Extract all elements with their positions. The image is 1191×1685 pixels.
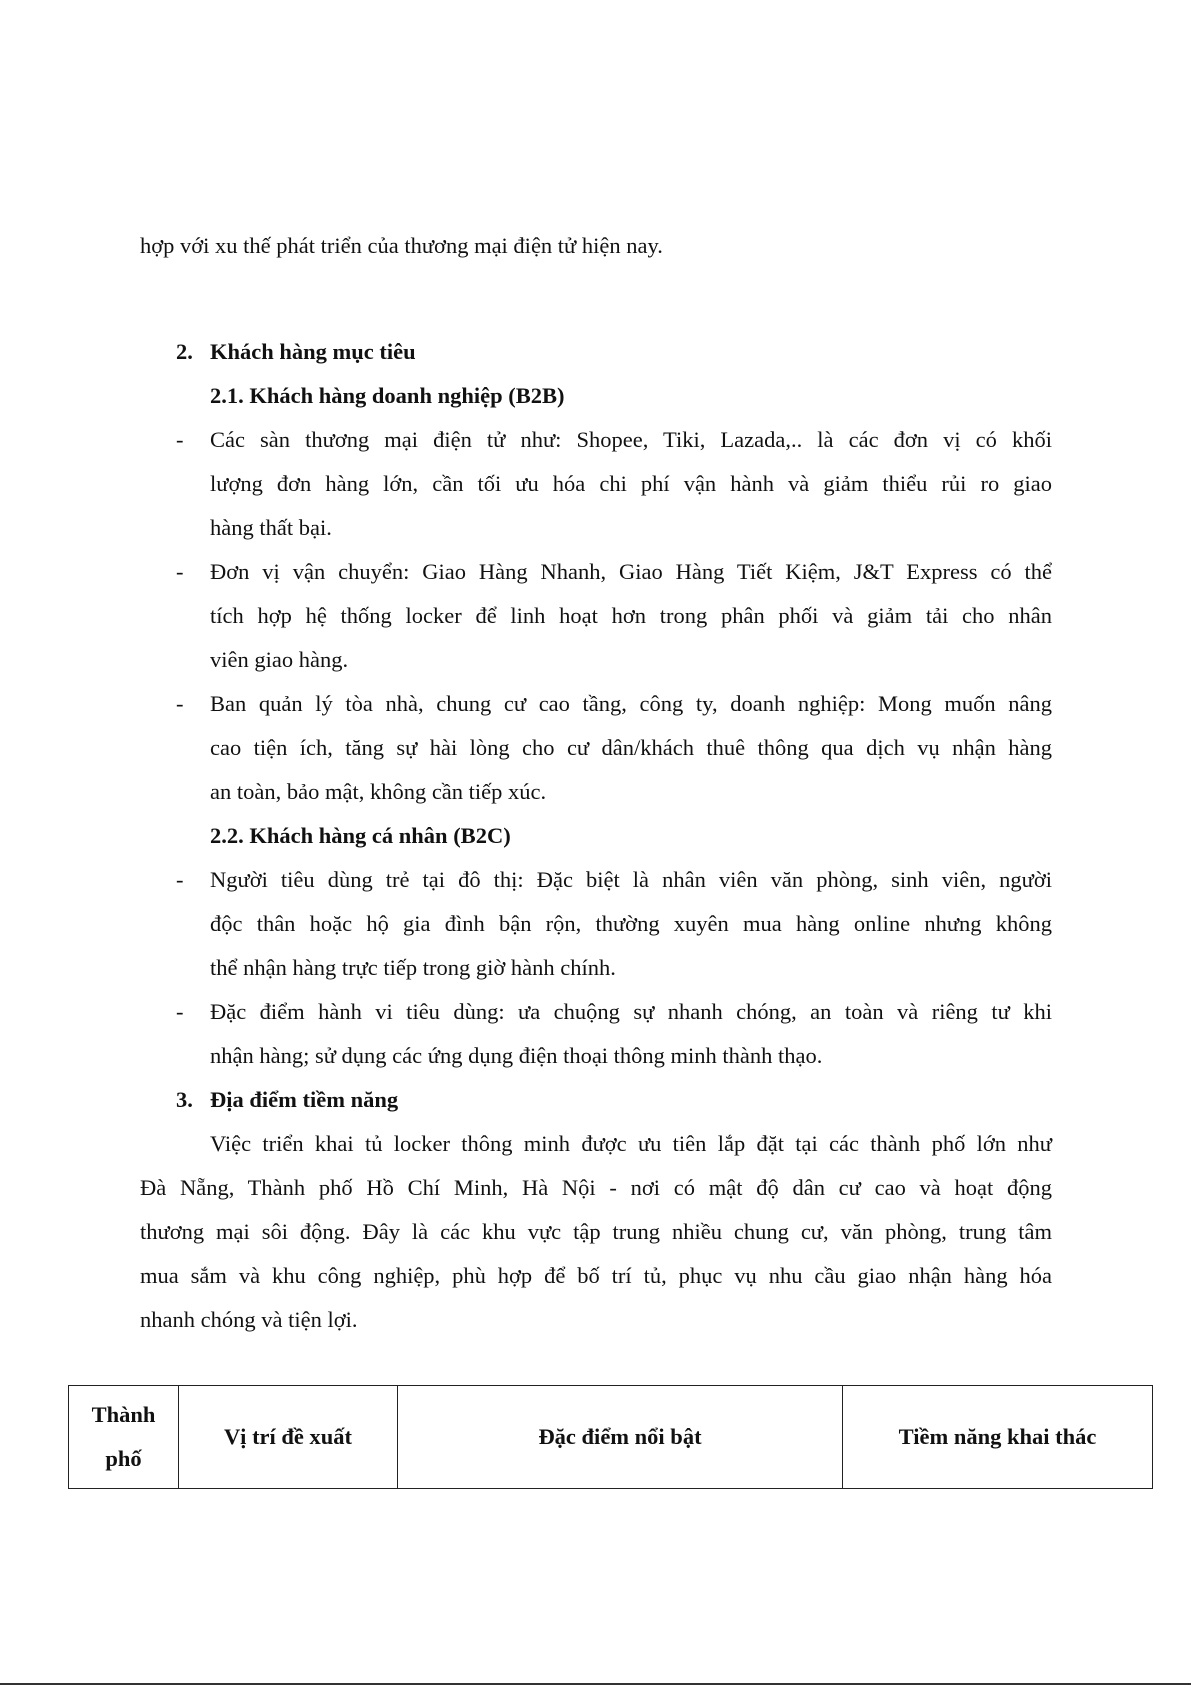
list-item-line: lượng đơn hàng lớn, cần tối ưu hóa chi phí vận hành và giảm thiểu rủi ro giao — [210, 471, 1052, 496]
list-item-line: Đơn vị vận chuyển: Giao Hàng Nhanh, Giao Hàng Tiết Kiệm, J&T Express có thể — [210, 559, 1052, 584]
locations-table — [68, 1385, 1153, 1489]
list-item-ecommerce — [210, 418, 1052, 550]
list-item-line: Ban quản lý tòa nhà, chung cư cao tầng, công ty, doanh nghiệp: Mong muốn nâng — [210, 691, 1052, 716]
section-3-title: Địa điểm tiềm năng — [210, 1087, 399, 1112]
table-header-row — [69, 1386, 1153, 1489]
header-proposed-location: Vị trí đề xuất — [179, 1386, 398, 1489]
list-marker: - — [176, 691, 184, 716]
subsection-2-2-title: 2.2. Khách hàng cá nhân (B2C) — [210, 823, 511, 848]
list-item-line: Các sàn thương mại điện tử như: Shopee, Tiki, Lazada,.. là các đơn vị có khối — [210, 427, 1052, 452]
header-exploitation-potential: Tiềm năng khai thác — [843, 1386, 1153, 1489]
list-item-young-consumers — [210, 858, 1052, 990]
list-item-line: viên giao hàng. — [210, 647, 349, 672]
paragraph-line: thương mại sôi động. Đây là các khu vực tập trung nhiều chung cư, văn phòng, trung tâm — [140, 1219, 1052, 1244]
header-city: Thành phố — [69, 1386, 179, 1489]
intro-line: hợp với xu thế phát triển của thương mại điện tử hiện nay. — [140, 233, 663, 258]
section-2-title: Khách hàng mục tiêu — [210, 339, 416, 364]
paragraph-line: Đà Nẵng, Thành phố Hồ Chí Minh, Hà Nội - nơi có mật độ dân cư cao và hoạt động — [140, 1175, 1052, 1200]
list-item-line: nhận hàng; sử dụng các ứng dụng điện thoại thông minh thành thạo. — [210, 1043, 823, 1068]
section-2-number: 2. — [176, 339, 193, 364]
list-item-line: tích hợp hệ thống locker để linh hoạt hơn trong phân phối và giảm tải cho nhân — [210, 603, 1052, 628]
list-item-line: độc thân hoặc hộ gia đình bận rộn, thường xuyên mua hàng online nhưng không — [210, 911, 1052, 936]
subsection-2-1-title: 2.1. Khách hàng doanh nghiệp (B2B) — [210, 383, 565, 408]
list-item-line: Người tiêu dùng trẻ tại đô thị: Đặc biệt là nhân viên văn phòng, sinh viên, người — [210, 867, 1052, 892]
list-item-carriers — [210, 550, 1052, 682]
list-item-building-management — [210, 682, 1052, 814]
list-marker: - — [176, 559, 184, 584]
list-marker: - — [176, 427, 184, 452]
section-3-number: 3. — [176, 1087, 193, 1112]
list-item-line: cao tiện ích, tăng sự hài lòng cho cư dân/khách thuê thông qua dịch vụ nhận hàng — [210, 735, 1052, 760]
list-item-line: thể nhận hàng trực tiếp trong giờ hành chính. — [210, 955, 616, 980]
list-item-consumer-behavior — [210, 990, 1052, 1078]
paragraph-line: mua sắm và khu công nghiệp, phù hợp để bố trí tủ, phục vụ nhu cầu giao nhận hàng hóa — [140, 1263, 1052, 1288]
list-marker: - — [176, 999, 184, 1024]
paragraph-line: nhanh chóng và tiện lợi. — [140, 1307, 358, 1332]
paragraph-line: Việc triển khai tủ locker thông minh được ưu tiên lắp đặt tại các thành phố lớn như — [210, 1131, 1052, 1156]
list-marker: - — [176, 867, 184, 892]
list-item-line: Đặc điểm hành vi tiêu dùng: ưa chuộng sự nhanh chóng, an toàn và riêng tư khi — [210, 999, 1052, 1024]
header-key-features: Đặc điểm nổi bật — [398, 1386, 843, 1489]
list-item-line: an toàn, bảo mật, không cần tiếp xúc. — [210, 779, 547, 804]
list-item-line: hàng thất bại. — [210, 515, 332, 540]
